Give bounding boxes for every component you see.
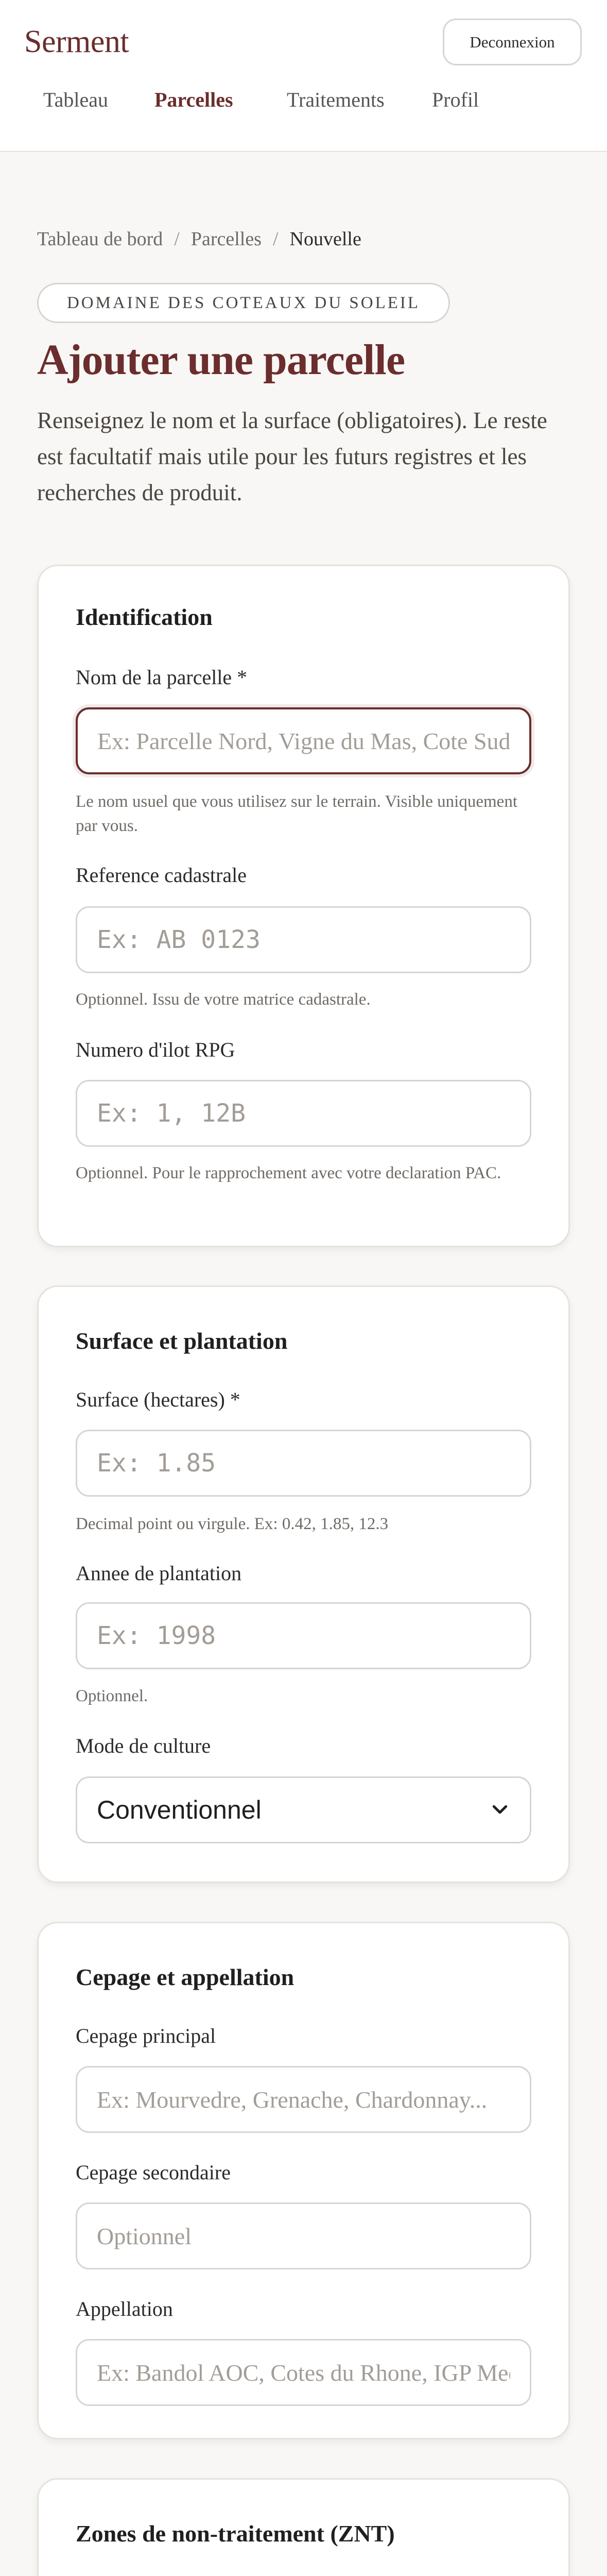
ilot-label: Numero d'ilot RPG [76, 1038, 235, 1061]
section-title: Cepage et appellation [76, 1964, 294, 1990]
breadcrumb-dashboard[interactable]: Tableau de bord [37, 228, 163, 250]
second-cepage-label: Cepage secondaire [76, 2161, 231, 2184]
main-nav [0, 88, 607, 118]
ilot-hint: Optionnel. Pour le rapprochement avec votre declaration PAC. [76, 1164, 501, 1182]
cadastre-input[interactable] [76, 906, 531, 973]
breadcrumb-separator: / [174, 228, 180, 250]
section-title: Surface et plantation [76, 1328, 288, 1354]
culture-mode-select[interactable] [76, 1776, 531, 1843]
surface-input[interactable] [76, 1430, 531, 1497]
app-header [0, 0, 607, 152]
section-title: Zones de non-traitement (ZNT) [76, 2520, 395, 2547]
breadcrumb-current: Nouvelle [289, 228, 361, 250]
nav-item-parcelles[interactable]: Parcelles [154, 88, 233, 111]
nav-item-profil[interactable]: Profil [432, 88, 479, 111]
appellation-input[interactable] [76, 2339, 531, 2406]
main-cepage-label: Cepage principal [76, 2024, 216, 2047]
breadcrumb [37, 228, 361, 250]
page-title: Ajouter une parcelle [37, 336, 405, 384]
planting-year-input[interactable] [76, 1602, 531, 1669]
cadastre-hint: Optionnel. Issu de votre matrice cadastrale. [76, 990, 371, 1009]
planting-year-label: Annee de plantation [76, 1562, 242, 1585]
identification-card [37, 565, 570, 1247]
appellation-label: Appellation [76, 2297, 173, 2320]
surface-label: Surface (hectares) * [76, 1388, 240, 1411]
culture-mode-label: Mode de culture [76, 1734, 211, 1757]
cepage-card [37, 1922, 570, 2439]
breadcrumb-parcelles[interactable]: Parcelles [190, 228, 262, 250]
section-title: Identification [76, 604, 213, 630]
culture-mode-value: Conventionnel [97, 1795, 262, 1824]
surface-hint: Decimal point ou virgule. Ex: 0.42, 1.85, 12.3 [76, 1515, 389, 1533]
cadastre-label: Reference cadastrale [76, 863, 247, 887]
domain-badge: DOMAINE DES COTEAUX DU SOLEIL [37, 283, 450, 323]
breadcrumb-separator: / [272, 228, 279, 250]
second-cepage-input[interactable] [76, 2202, 531, 2269]
logout-button[interactable]: Deconnexion [443, 19, 582, 65]
chevron-down-icon [490, 1800, 510, 1820]
page-intro: Renseignez le nom et la surface (obligatoires). Le reste est facultatif mais utile pour les futurs registres et les recherches de produit. [37, 408, 547, 505]
main-cepage-input[interactable] [76, 2066, 531, 2133]
planting-year-hint: Optionnel. [76, 1687, 148, 1705]
parcel-name-hint: Le nom usuel que vous utilisez sur le terrain. Visible uniquement par vous. [76, 792, 517, 835]
parcel-name-input[interactable] [76, 707, 531, 774]
brand-logo[interactable]: Serment [24, 24, 129, 59]
znt-card [37, 2478, 570, 2576]
nav-item-traitements[interactable]: Traitements [287, 88, 385, 111]
ilot-input[interactable] [76, 1080, 531, 1147]
parcel-name-label: Nom de la parcelle * [76, 666, 248, 689]
surface-card [37, 1285, 570, 1883]
nav-item-tableau[interactable]: Tableau [43, 88, 109, 111]
